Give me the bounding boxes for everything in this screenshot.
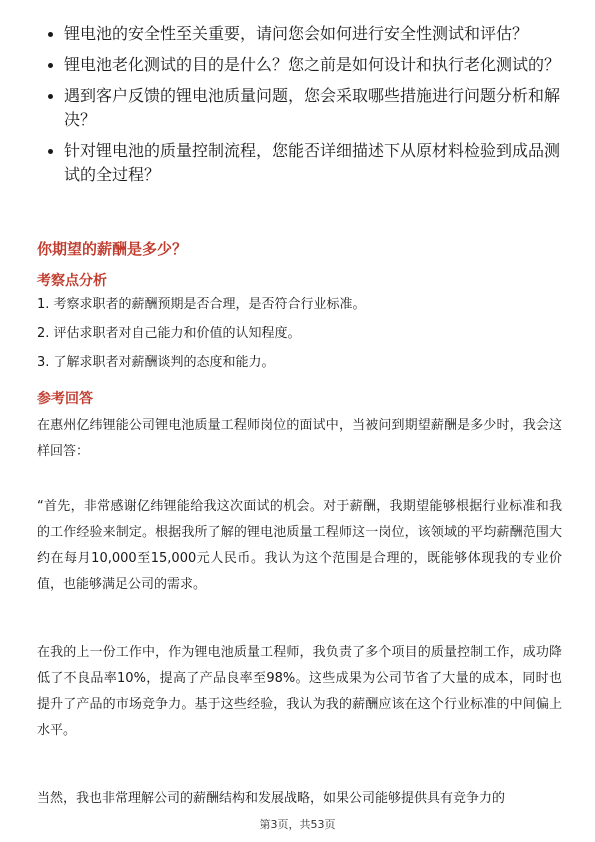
analysis-point: 2. 评估求职者对自己能力和价值的认知程度。 — [37, 326, 301, 341]
bullet-dot-icon — [48, 94, 53, 99]
question-heading: 你期望的薪酬是多少？ — [37, 240, 188, 258]
list-item-text: 针对锂电池的质量控制流程，您能否详细描述下从原材料检验到成品测试的全过程？ — [64, 141, 561, 184]
list-item — [48, 84, 568, 132]
list-item-text: 锂电池的安全性至关重要，请问您会如何进行安全性测试和评估？ — [64, 24, 529, 43]
list-item — [48, 53, 568, 77]
bullet-dot-icon — [48, 63, 53, 68]
answer-heading: 参考回答 — [37, 391, 93, 407]
list-item — [48, 22, 568, 46]
bullet-dot-icon — [48, 149, 53, 154]
list-item-text: 锂电池老化测试的目的是什么？您之前是如何设计和执行老化测试的？ — [64, 55, 561, 74]
analysis-point: 3. 了解求职者对薪酬谈判的态度和能力。 — [37, 355, 275, 370]
answer-paragraph: 当然，我也非常理解公司的薪酬结构和发展战略，如果公司能够提供具有竞争力的 — [37, 791, 506, 806]
interview-question-list — [48, 22, 568, 194]
list-item — [48, 139, 568, 187]
analysis-point: 1. 考察求职者的薪酬预期是否合理，是否符合行业标准。 — [37, 297, 366, 312]
answer-paragraph: 在我的上一份工作中，作为锂电池质量工程师，我负责了多个项目的质量控制工作，成功降低了不良品率10%，提高了产品良率至98%。这些成果为公司节省了大量的成本，同时也提升了产品的市场竞争力。基于这些经验，我认为我的薪酬应该在这个行业标准的中间偏上水平。 — [37, 645, 562, 738]
bullet-dot-icon — [48, 32, 53, 37]
answer-paragraph: 在惠州亿纬锂能公司锂电池质量工程师岗位的面试中，当被问到期望薪酬是多少时，我会这样回答： — [37, 418, 562, 459]
answer-paragraph: “首先，非常感谢亿纬锂能给我这次面试的机会。对于薪酬，我期望能够根据行业标准和我的工作经验来制定。根据我所了解的锂电池质量工程师这一岗位，该领域的平均薪酬范围大约在每月10,000至15,000元人民币。我认为这个范围是合理的，既能够体现我的专业价值，也能够满足公司的需求。 — [37, 499, 562, 592]
list-item-text: 遇到客户反馈的锂电池质量问题，您会采取哪些措施进行问题分析和解决？ — [64, 86, 561, 129]
analysis-heading: 考察点分析 — [37, 273, 107, 289]
page-number-footer: 第3页，共53页 — [259, 818, 336, 831]
analysis-point-list — [37, 295, 567, 382]
